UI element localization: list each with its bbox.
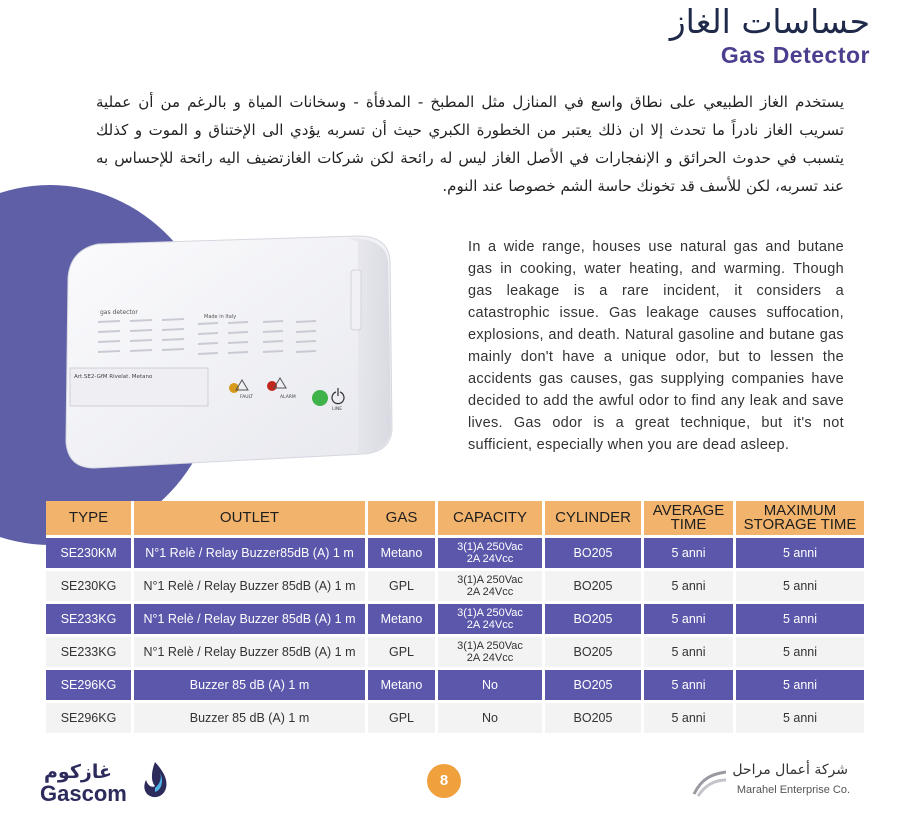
cell-type: SE296KG — [46, 667, 131, 700]
cell-type: SE233KG — [46, 634, 131, 667]
device-label-alarm: ALARM — [280, 395, 296, 400]
cell-cylinder: BO205 — [542, 568, 641, 601]
cell-capacity: No — [435, 700, 542, 733]
page-title-arabic: حساسات الغاز — [669, 2, 870, 41]
company-name-arabic: شركة أعمال مراحل — [732, 762, 848, 778]
cell-capacity: No — [435, 667, 542, 700]
cell-gas: GPL — [365, 568, 435, 601]
column-header-max-storage-time: MAXIMUM STORAGE TIME — [733, 501, 864, 535]
cell-capacity — [435, 568, 542, 601]
page-title-english: Gas Detector — [720, 42, 870, 68]
device-label-line: LINE — [332, 407, 343, 412]
table-row — [46, 601, 864, 634]
gas-detector-product-image — [58, 230, 403, 475]
page-number-badge: 8 — [427, 764, 461, 798]
cell-gas: GPL — [365, 634, 435, 667]
cell-max-storage-time: 5 anni — [733, 700, 864, 733]
table-row — [46, 634, 864, 667]
capacity-line-1: 3(1)A 250Vac — [457, 607, 523, 619]
cell-average-time: 5 anni — [641, 700, 733, 733]
cell-outlet: N°1 Relè / Relay Buzzer 85dB (A) 1 m — [131, 634, 365, 667]
capacity-line-1: 3(1)A 250Vac — [457, 640, 523, 652]
cell-type: SE296KG — [46, 700, 131, 733]
product-spec-table — [46, 501, 864, 733]
cell-gas: Metano — [365, 667, 435, 700]
device-label-model: Art.SE2-GfM Rivelat. Metano — [74, 374, 153, 380]
cell-max-storage-time: 5 anni — [733, 601, 864, 634]
table-header-row — [46, 501, 864, 535]
cell-max-storage-time: 5 anni — [733, 535, 864, 568]
table-row — [46, 667, 864, 700]
cell-average-time: 5 anni — [641, 568, 733, 601]
cell-capacity — [435, 601, 542, 634]
column-header-gas: GAS — [365, 501, 435, 535]
column-header-capacity: CAPACITY — [435, 501, 542, 535]
device-label-top: gas detector — [100, 309, 138, 316]
cell-gas: Metano — [365, 601, 435, 634]
cell-capacity — [435, 634, 542, 667]
column-header-average-time: AVERAGE TIME — [641, 501, 733, 535]
cell-max-storage-time: 5 anni — [733, 634, 864, 667]
cell-type: SE233KG — [46, 601, 131, 634]
table-row — [46, 535, 864, 568]
capacity-line-1: 3(1)A 250Vac — [457, 574, 523, 586]
cell-cylinder: BO205 — [542, 601, 641, 634]
intro-paragraph-english: In a wide range, houses use natural gas and butane gas in cooking, water heating, and warming. Though gas leakage is a rare incident, it considers a catastrophic issue. Gas leakage causes suffocation, explosions, and death. Natural gasoline and butane gas mainly don't have a unique odor, but to lessen the accidents gas causes, gas supplying companies have decided to add the awful odor to find any leak and save lives. Gas odor is a great technique, but it's not sufficient, especially when you are dead asleep. — [468, 239, 844, 453]
cell-average-time: 5 anni — [641, 667, 733, 700]
company-name-english: Marahel Enterprise Co. — [736, 784, 850, 796]
device-label-made: Made in Italy — [204, 314, 237, 320]
cell-type: SE230KM — [46, 535, 131, 568]
cell-average-time: 5 anni — [641, 634, 733, 667]
capacity-line-2: 2A 24Vcc — [466, 652, 514, 664]
cell-cylinder: BO205 — [542, 700, 641, 733]
gascom-flame-logo-icon — [140, 760, 170, 800]
cell-average-time: 5 anni — [641, 535, 733, 568]
cell-average-time: 5 anni — [641, 601, 733, 634]
capacity-line-2: 2A 24Vcc — [466, 586, 514, 598]
company-mark-icon — [690, 768, 730, 798]
logo-text-arabic: غازكوم — [44, 761, 112, 783]
cell-type: SE230KG — [46, 568, 131, 601]
cell-gas: GPL — [365, 700, 435, 733]
cell-max-storage-time: 5 anni — [733, 568, 864, 601]
cell-cylinder: BO205 — [542, 634, 641, 667]
table-row — [46, 568, 864, 601]
cell-max-storage-time: 5 anni — [733, 667, 864, 700]
logo-text-english: Gascom — [40, 781, 127, 806]
capacity-line-2: 2A 24Vcc — [466, 619, 514, 631]
cell-outlet: N°1 Relè / Relay Buzzer85dB (A) 1 m — [131, 535, 365, 568]
cell-outlet: N°1 Relè / Relay Buzzer 85dB (A) 1 m — [131, 568, 365, 601]
cell-outlet: Buzzer 85 dB (A) 1 m — [131, 700, 365, 733]
column-header-type: TYPE — [46, 501, 131, 535]
cell-gas: Metano — [365, 535, 435, 568]
column-header-cylinder: CYLINDER — [542, 501, 641, 535]
column-header-outlet: OUTLET — [131, 501, 365, 535]
cell-outlet: Buzzer 85 dB (A) 1 m — [131, 667, 365, 700]
table-row — [46, 700, 864, 733]
capacity-line-1: 3(1)A 250Vac — [457, 541, 523, 553]
cell-outlet: N°1 Relè / Relay Buzzer 85dB (A) 1 m — [131, 601, 365, 634]
cell-capacity — [435, 535, 542, 568]
intro-paragraph-arabic: يستخدم الغاز الطبيعي على نطاق واسع في المنازل مثل المطبخ - المدفأة - وسخانات المياة و بالرغم من أن عملية تسريب الغاز نادراً ما تحدث إلا ان ذلك يعتبر من الخطورة الكبري حيث أن تسربه يؤدي الى الإختناق و الموت و كذلك يتسبب في حدوث الحرائق و الإنفجارات في الأصل الغاز ليس له رائحة لكن شركات الغازتضيف اليه رائحة للإحساس به عند تسربه، لكن للأسف قد تخونك حاسة الشم خصوصا عند النوم. — [96, 93, 844, 195]
device-label-fault: FAULT — [240, 395, 254, 400]
cell-cylinder: BO205 — [542, 667, 641, 700]
cell-cylinder: BO205 — [542, 535, 641, 568]
capacity-line-2: 2A 24Vcc — [466, 553, 514, 565]
